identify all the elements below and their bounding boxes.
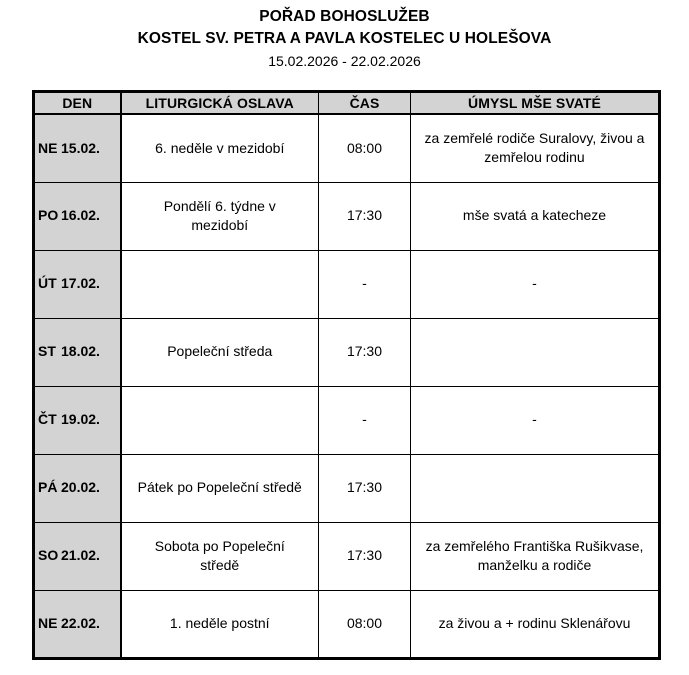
- time-cell: 17:30: [319, 318, 411, 386]
- time-cell: 08:00: [319, 114, 411, 182]
- day-cell: [34, 182, 121, 250]
- column-header-time: ČAS: [319, 92, 411, 115]
- liturgy-cell: Popeleční středa: [121, 318, 319, 386]
- day-date: 16.02.: [61, 207, 100, 224]
- time-cell: 17:30: [319, 454, 411, 522]
- table-row: [34, 522, 660, 590]
- table-row: [34, 386, 660, 454]
- column-header-den: DEN: [34, 92, 121, 115]
- liturgy-cell: 1. neděle postní: [121, 590, 319, 658]
- intention-cell: -: [411, 386, 660, 454]
- day-abbreviation: NE: [38, 139, 58, 156]
- table-row: [34, 318, 660, 386]
- day-date: 19.02.: [61, 411, 100, 428]
- day-abbreviation: SO: [38, 547, 59, 564]
- table-row: [34, 454, 660, 522]
- day-cell: [34, 522, 121, 590]
- date-range: 15.02.2026 - 22.02.2026: [268, 53, 421, 69]
- intention-cell: mše svatá a katecheze: [411, 182, 660, 250]
- day-abbreviation: PO: [38, 207, 59, 224]
- day-cell: [34, 590, 121, 658]
- day-date: 22.02.: [61, 614, 100, 631]
- liturgy-cell: [121, 250, 319, 318]
- table-row: [34, 590, 660, 658]
- table-row: [34, 182, 660, 250]
- day-abbreviation: PÁ: [38, 479, 58, 496]
- time-cell: 08:00: [319, 590, 411, 658]
- intention-cell: za zemřelého Františka Rušikvase, manželku a rodiče: [411, 522, 660, 590]
- day-cell: [34, 114, 121, 182]
- page-title: POŘAD BOHOSLUŽEB: [259, 8, 430, 25]
- day-cell: [34, 454, 121, 522]
- intention-cell: -: [411, 250, 660, 318]
- liturgy-cell: [121, 386, 319, 454]
- day-date: 17.02.: [61, 275, 100, 292]
- day-abbreviation: ST: [38, 343, 56, 360]
- time-cell: 17:30: [319, 522, 411, 590]
- intention-cell: [411, 454, 660, 522]
- day-cell: [34, 250, 121, 318]
- intention-cell: za zemřelé rodiče Suralovy, živou a zemřelou rodinu: [411, 114, 660, 182]
- intention-cell: za živou a + rodinu Sklenářovu: [411, 590, 660, 658]
- day-date: 21.02.: [61, 547, 100, 564]
- document-header: [0, 0, 689, 72]
- column-header-intention: ÚMYSL MŠE SVATÉ: [411, 92, 660, 115]
- day-abbreviation: ČT: [38, 411, 57, 428]
- time-cell: -: [319, 250, 411, 318]
- time-cell: -: [319, 386, 411, 454]
- day-abbreviation: ÚT: [38, 275, 57, 292]
- header-row: [34, 92, 660, 115]
- day-cell: [34, 386, 121, 454]
- intention-cell: [411, 318, 660, 386]
- liturgy-cell: Pondělí 6. týdne v mezidobí: [121, 182, 319, 250]
- day-date: 15.02.: [61, 139, 100, 156]
- day-cell: [34, 318, 121, 386]
- liturgy-cell: Sobota po Popeleční středě: [121, 522, 319, 590]
- day-date: 20.02.: [61, 479, 100, 496]
- schedule-table: [32, 90, 661, 660]
- liturgy-cell: 6. neděle v mezidobí: [121, 114, 319, 182]
- church-name: KOSTEL SV. PETRA A PAVLA KOSTELEC U HOLEŠOVA: [137, 30, 552, 47]
- day-date: 18.02.: [61, 343, 100, 360]
- schedule-body: [34, 114, 660, 658]
- liturgy-cell: Pátek po Popeleční středě: [121, 454, 319, 522]
- table-row: [34, 250, 660, 318]
- time-cell: 17:30: [319, 182, 411, 250]
- table-row: [34, 114, 660, 182]
- day-abbreviation: NE: [38, 614, 58, 631]
- column-header-liturgy: LITURGICKÁ OSLAVA: [121, 92, 319, 115]
